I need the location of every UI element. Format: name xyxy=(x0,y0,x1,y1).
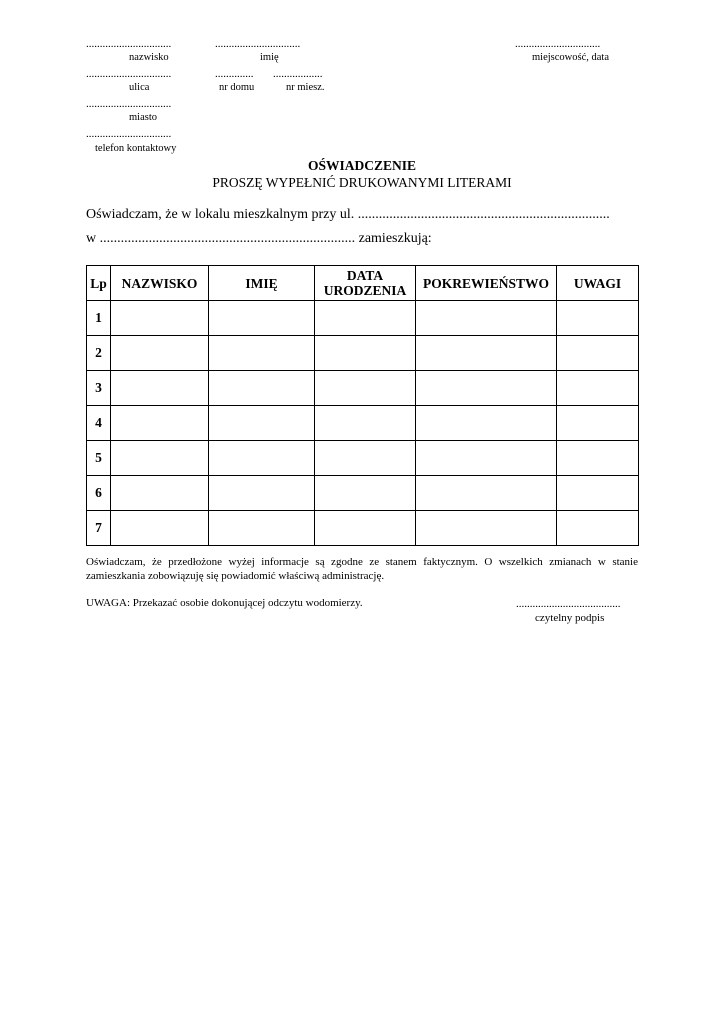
table-row xyxy=(87,406,639,441)
meter-reading-note: UWAGA: Przekazać osobie dokonującej odczytu wodomierzy. xyxy=(86,597,363,609)
table-row xyxy=(87,441,639,476)
place-date-label: miejscowość, data xyxy=(532,52,609,63)
column-header-notes: UWAGI xyxy=(557,266,639,301)
notes-cell[interactable] xyxy=(557,441,639,476)
flat-number-dots[interactable]: .................. xyxy=(273,68,323,80)
firstname-cell[interactable] xyxy=(209,441,315,476)
firstname-label: imię xyxy=(260,52,279,63)
row-number: 1 xyxy=(87,301,111,336)
address-line[interactable]: Oświadczam, że w lokalu mieszkalnym przy ul. ........................................................................ xyxy=(86,207,610,222)
residents-table xyxy=(86,265,639,546)
signature-dots[interactable]: ...................................... xyxy=(516,598,621,610)
residents-line[interactable]: w ......................................................................... zamieszkują: xyxy=(86,231,432,246)
surname-cell[interactable] xyxy=(111,336,209,371)
birthdate-cell[interactable] xyxy=(315,476,416,511)
notes-cell[interactable] xyxy=(557,476,639,511)
notes-cell[interactable] xyxy=(557,511,639,546)
row-number: 4 xyxy=(87,406,111,441)
table-row xyxy=(87,476,639,511)
street-label: ulica xyxy=(129,82,150,93)
phone-label: telefon kontaktowy xyxy=(95,143,177,154)
firstname-cell[interactable] xyxy=(209,476,315,511)
relationship-cell[interactable] xyxy=(416,301,557,336)
relationship-cell[interactable] xyxy=(416,476,557,511)
column-header-surname: NAZWISKO xyxy=(111,266,209,301)
signature-label: czytelny podpis xyxy=(535,612,605,624)
surname-cell[interactable] xyxy=(111,511,209,546)
notes-cell[interactable] xyxy=(557,336,639,371)
surname-dots[interactable]: ............................... xyxy=(86,38,172,50)
flat-number-label: nr miesz. xyxy=(286,82,325,93)
document-title: OŚWIADCZENIE xyxy=(307,158,417,173)
firstname-cell[interactable] xyxy=(209,511,315,546)
relationship-cell[interactable] xyxy=(416,441,557,476)
birthdate-cell[interactable] xyxy=(315,406,416,441)
city-label: miasto xyxy=(129,112,157,123)
document-subtitle: PROSZĘ WYPEŁNIĆ DRUKOWANYMI LITERAMI xyxy=(212,175,512,190)
house-number-dots[interactable]: .............. xyxy=(215,68,254,80)
firstname-dots[interactable]: ............................... xyxy=(215,38,301,50)
notes-cell[interactable] xyxy=(557,371,639,406)
surname-cell[interactable] xyxy=(111,441,209,476)
relationship-cell[interactable] xyxy=(416,336,557,371)
birthdate-cell[interactable] xyxy=(315,511,416,546)
row-number: 5 xyxy=(87,441,111,476)
column-header-birthdate: DATA URODZENIA xyxy=(315,266,416,301)
column-header-relationship: POKREWIEŃSTWO xyxy=(416,266,557,301)
firstname-cell[interactable] xyxy=(209,406,315,441)
column-header-lp: Lp xyxy=(87,266,111,301)
column-header-firstname: IMIĘ xyxy=(209,266,315,301)
notes-cell[interactable] xyxy=(557,301,639,336)
surname-label: nazwisko xyxy=(129,52,169,63)
birthdate-cell[interactable] xyxy=(315,336,416,371)
surname-cell[interactable] xyxy=(111,476,209,511)
surname-cell[interactable] xyxy=(111,301,209,336)
row-number: 6 xyxy=(87,476,111,511)
birthdate-cell[interactable] xyxy=(315,301,416,336)
table-row xyxy=(87,511,639,546)
house-number-label: nr domu xyxy=(219,82,255,93)
city-dots[interactable]: ............................... xyxy=(86,98,172,110)
phone-dots[interactable]: ............................... xyxy=(86,128,172,140)
firstname-cell[interactable] xyxy=(209,301,315,336)
declaration-text: Oświadczam, że przedłożone wyżej informacje są zgodne ze stanem faktycznym. O wszelkich zmianach w stanie zamieszkania zobowiązuję się powiadomić właściwą administrację. xyxy=(86,556,638,582)
notes-cell[interactable] xyxy=(557,406,639,441)
table-row xyxy=(87,336,639,371)
table-row xyxy=(87,371,639,406)
relationship-cell[interactable] xyxy=(416,406,557,441)
row-number: 2 xyxy=(87,336,111,371)
firstname-cell[interactable] xyxy=(209,371,315,406)
table-header-row xyxy=(87,266,639,301)
surname-cell[interactable] xyxy=(111,406,209,441)
table-row xyxy=(87,301,639,336)
street-dots[interactable]: ............................... xyxy=(86,68,172,80)
relationship-cell[interactable] xyxy=(416,371,557,406)
relationship-cell[interactable] xyxy=(416,511,557,546)
surname-cell[interactable] xyxy=(111,371,209,406)
row-number: 7 xyxy=(87,511,111,546)
firstname-cell[interactable] xyxy=(209,336,315,371)
row-number: 3 xyxy=(87,371,111,406)
birthdate-cell[interactable] xyxy=(315,371,416,406)
birthdate-cell[interactable] xyxy=(315,441,416,476)
place-date-dots[interactable]: ............................... xyxy=(515,38,601,50)
